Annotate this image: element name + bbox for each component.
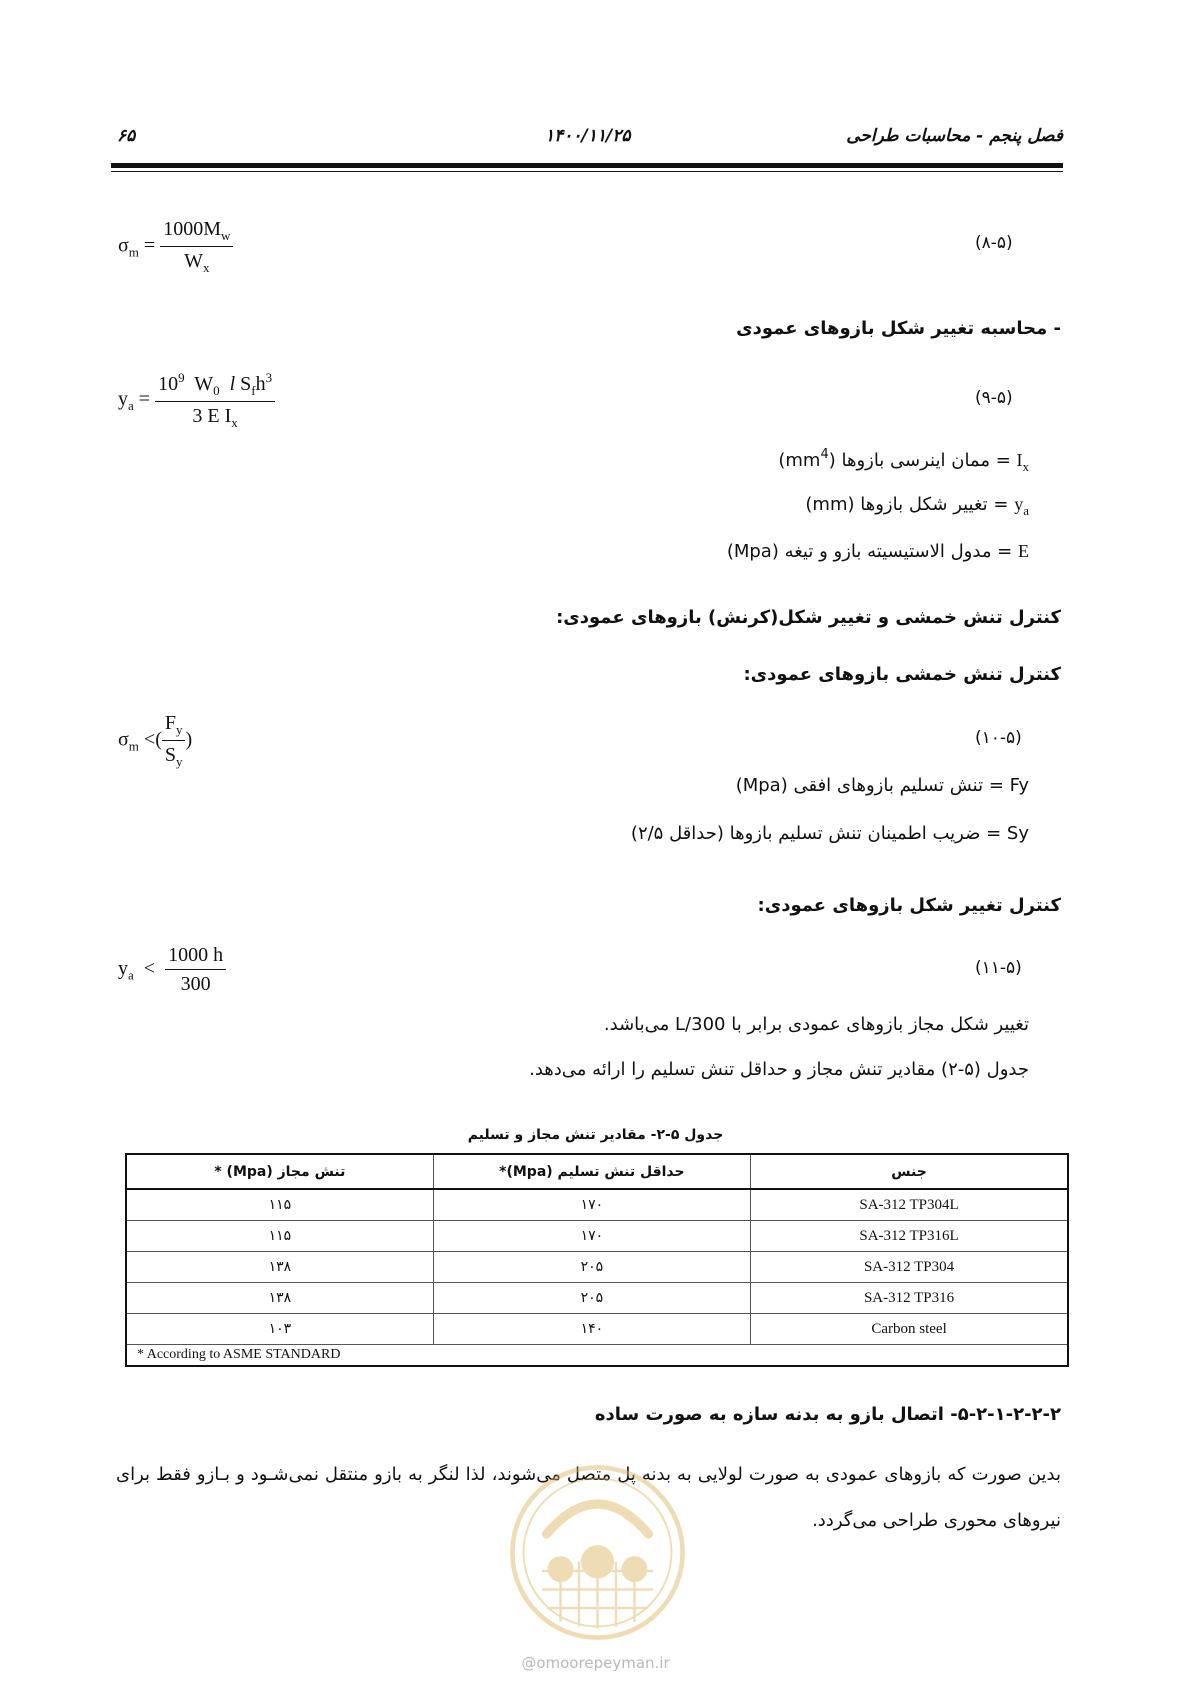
cell-material: SA-312 TP304L (751, 1189, 1068, 1221)
definition-e: E = مدول الاستیسیته بازو و تیغه (Mpa) (726, 541, 1029, 562)
table-row (126, 1252, 1068, 1283)
body-paragraph: بدین صورت که بازوهای عمودی به صورت لولایی به بدنه پل متصل می‌شوند، لذا لنگر به بازو منتقل نمی‌شـود و بـازو فقط برای نیروهای محوری طراحی می‌گردد. (116, 1464, 1061, 1531)
cell-material: SA-312 TP316 (751, 1283, 1068, 1314)
section-heading-connection: ۵-۲-۱-۲-۲-۲- اتصال بازو به بدنه سازه به صورت ساده (594, 1404, 1061, 1425)
equation-number-9: (۹-۵) (975, 388, 1013, 408)
table-footnote-row (126, 1345, 1068, 1367)
equation-10: $\sigma_m$ <( $\frac{F_y}{S_y}$ ) (118, 712, 193, 769)
text-allowable-deflection: تغییر شکل مجاز بازوهای عمودی برابر با L/300 می‌باشد. (603, 1014, 1029, 1035)
at-icon: @ (521, 1654, 537, 1672)
equation-number-8: (۸-۵) (975, 233, 1013, 253)
cell-min-yield: ۱۴۰ (433, 1314, 750, 1345)
stress-table (125, 1153, 1069, 1367)
equation-11: $y_a$ < $\frac{1000 h}{300}$ (118, 944, 226, 996)
equation-number-11: (۱۱-۵) (975, 958, 1022, 978)
section-heading-deformation: - محاسبه تغییر شکل بازوهای عمودی (736, 318, 1061, 339)
text-table-reference: جدول (۵-۲) مقادیر تنش مجاز و حداقل تنش تسلیم را ارائه می‌دهد. (529, 1059, 1029, 1080)
page-number: ۶۵ (117, 126, 136, 146)
cell-min-yield: ۲۰۵ (433, 1283, 750, 1314)
cell-material: SA-312 TP304 (751, 1252, 1068, 1283)
table-row (126, 1221, 1068, 1252)
table-caption: جدول ۵-۲- مقادیر تنش مجاز و تسلیم (467, 1127, 724, 1143)
cell-allowable: ۱۳۸ (126, 1252, 433, 1283)
header-date: ۱۴۰۰/۱۱/۲۵ (545, 126, 631, 146)
table-footnote: * According to ASME STANDARD (126, 1345, 1068, 1367)
cell-allowable: ۱۱۵ (126, 1221, 433, 1252)
cell-material: Carbon steel (751, 1314, 1068, 1345)
cell-material: SA-312 TP316L (751, 1221, 1068, 1252)
cell-min-yield: ۲۰۵ (433, 1252, 750, 1283)
cell-allowable: ۱۱۵ (126, 1189, 433, 1221)
watermark-url: @omoorepeyman.ir (521, 1654, 670, 1672)
equation-number-10: (۱۰-۵) (975, 728, 1022, 748)
table-row (126, 1283, 1068, 1314)
table-row (126, 1314, 1068, 1345)
cell-allowable: ۱۰۳ (126, 1314, 433, 1345)
equation-9: $y_a$ = $\frac{10^9 W_0 l S_fh^3}{3 E I_x}$ (118, 370, 275, 431)
definition-fy: Fy = تنش تسلیم بازوهای افقی (Mpa) (735, 775, 1029, 796)
heading-deflection: کنترل تغییر شکل بازوهای عمودی: (757, 895, 1061, 916)
cell-min-yield: ۱۷۰ (433, 1221, 750, 1252)
definition-sy: Sy = ضریب اطمینان تنش تسلیم بازوها (حداقل ۲/۵) (630, 823, 1029, 844)
header-rule-thick (111, 163, 1063, 168)
heading-control: کنترل تنش خمشی و تغییر شکل(کرنش) بازوهای عمودی: (556, 607, 1061, 628)
heading-bending: کنترل تنش خمشی بازوهای عمودی: (743, 664, 1061, 685)
table-header-row (126, 1154, 1068, 1189)
definition-ix: $I_x$ = ممان اینرسی بازوها $(mm^4)$ (778, 447, 1029, 474)
watermark-seal (505, 1460, 690, 1645)
cell-allowable: ۱۳۸ (126, 1283, 433, 1314)
header-allowable: تنش مجاز (Mpa) * (126, 1154, 433, 1189)
table-row (126, 1189, 1068, 1221)
cell-min-yield: ۱۷۰ (433, 1189, 750, 1221)
definition-ya: $y_a$ = تغییر شکل بازوها (mm) (805, 494, 1029, 518)
header-rule-thin (111, 171, 1063, 172)
equation-8: $\sigma_m$ = $\frac{1000M_w}{W_x}$ (118, 218, 233, 276)
chapter-title: فصل پنجم - محاسبات طراحی (846, 126, 1063, 146)
header-min-yield: حداقل تنش تسلیم (Mpa)* (433, 1154, 750, 1189)
header-material: جنس (751, 1154, 1068, 1189)
